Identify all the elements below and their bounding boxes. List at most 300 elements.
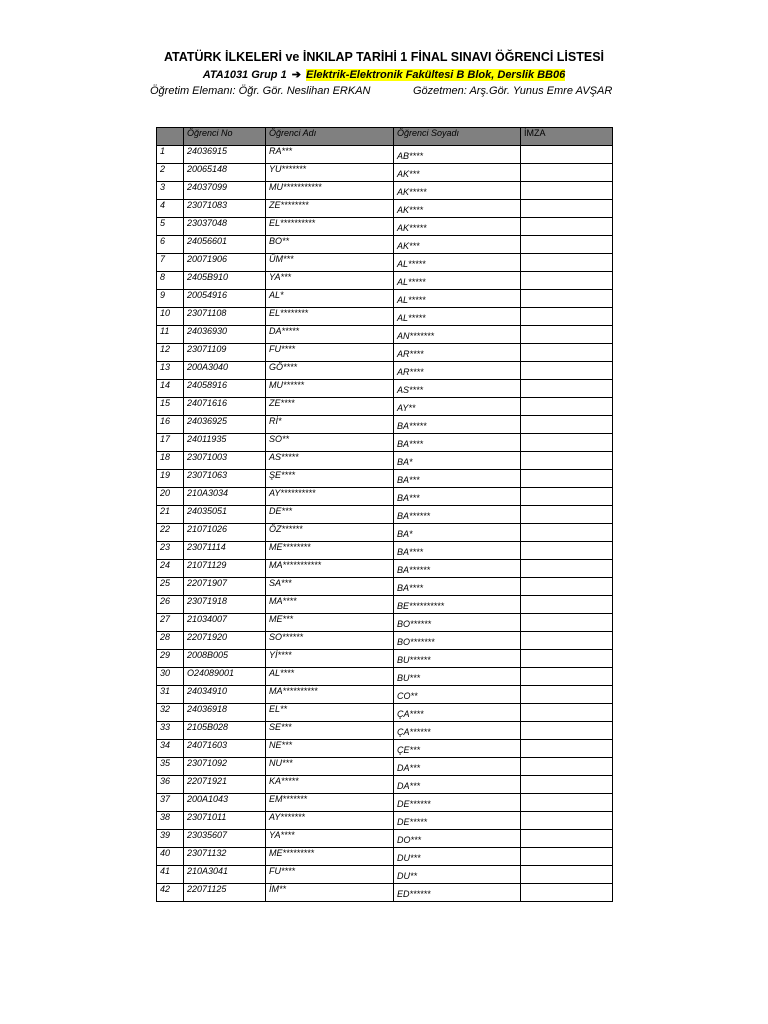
row-index-cell: 39 <box>157 830 184 848</box>
table-row <box>157 182 613 200</box>
student-surname-cell <box>394 578 521 596</box>
exam-location: Elektrik-Elektronik Fakültesi B Blok, Derslik BB06 <box>306 69 566 81</box>
signature-cell <box>521 542 613 560</box>
surname-text: ED****** <box>397 889 431 899</box>
surname-text: DE***** <box>397 817 428 827</box>
student-surname-cell <box>394 146 521 164</box>
student-name-cell: MU*********** <box>266 182 394 200</box>
signature-cell <box>521 722 613 740</box>
surname-text: BE********** <box>397 601 445 611</box>
student-name-cell: YU******* <box>266 164 394 182</box>
student-surname-cell <box>394 542 521 560</box>
student-surname-cell <box>394 650 521 668</box>
student-surname-cell <box>394 470 521 488</box>
row-index-cell: 22 <box>157 524 184 542</box>
student-name-cell: MU****** <box>266 380 394 398</box>
student-name-cell: DE*** <box>266 506 394 524</box>
table-row <box>157 812 613 830</box>
row-index-cell: 37 <box>157 794 184 812</box>
signature-cell <box>521 434 613 452</box>
table-row <box>157 380 613 398</box>
student-name-cell: AY********** <box>266 488 394 506</box>
surname-text: AR**** <box>397 349 424 359</box>
student-name-cell: ŞE**** <box>266 470 394 488</box>
signature-cell <box>521 362 613 380</box>
table-row <box>157 236 613 254</box>
row-index-cell: 41 <box>157 866 184 884</box>
student-no-cell: 23071132 <box>184 848 266 866</box>
signature-cell <box>521 884 613 902</box>
student-name-cell: ÜM*** <box>266 254 394 272</box>
table-row <box>157 146 613 164</box>
table-row <box>157 290 613 308</box>
row-index-cell: 13 <box>157 362 184 380</box>
table-row <box>157 398 613 416</box>
student-name-cell: FU**** <box>266 866 394 884</box>
surname-text: AL***** <box>397 313 426 323</box>
signature-cell <box>521 218 613 236</box>
surname-text: BO******* <box>397 637 435 647</box>
student-no-cell: 21071129 <box>184 560 266 578</box>
signature-cell <box>521 596 613 614</box>
student-no-cell: 20054916 <box>184 290 266 308</box>
student-surname-cell <box>394 164 521 182</box>
row-index-cell: 28 <box>157 632 184 650</box>
student-surname-cell <box>394 830 521 848</box>
signature-cell <box>521 308 613 326</box>
student-name-cell: İM** <box>266 884 394 902</box>
table-row <box>157 272 613 290</box>
row-index-cell: 10 <box>157 308 184 326</box>
row-index-cell: 6 <box>157 236 184 254</box>
row-index-cell: 15 <box>157 398 184 416</box>
row-index-cell: 32 <box>157 704 184 722</box>
surname-text: AK*** <box>397 241 420 251</box>
surname-text: AK**** <box>397 205 424 215</box>
student-name-cell: ME********* <box>266 848 394 866</box>
student-name-cell: SA*** <box>266 578 394 596</box>
surname-text: DU** <box>397 871 418 881</box>
student-no-cell: 20071906 <box>184 254 266 272</box>
surname-text: BO****** <box>397 619 432 629</box>
table-row <box>157 542 613 560</box>
student-surname-cell <box>394 794 521 812</box>
surname-text: BA****** <box>397 511 431 521</box>
surname-text: DU*** <box>397 853 421 863</box>
table-row <box>157 776 613 794</box>
signature-cell <box>521 614 613 632</box>
row-index-cell: 12 <box>157 344 184 362</box>
student-surname-cell <box>394 704 521 722</box>
table-row <box>157 308 613 326</box>
student-no-cell: 24036930 <box>184 326 266 344</box>
signature-cell <box>521 650 613 668</box>
surname-text: BU****** <box>397 655 431 665</box>
course-code: ATA1031 Grup 1 <box>202 69 287 81</box>
student-name-cell: EM******* <box>266 794 394 812</box>
student-name-cell: ME*** <box>266 614 394 632</box>
row-index-cell: 40 <box>157 848 184 866</box>
signature-cell <box>521 488 613 506</box>
signature-cell <box>521 272 613 290</box>
table-row <box>157 506 613 524</box>
signature-cell <box>521 740 613 758</box>
row-index-cell: 20 <box>157 488 184 506</box>
student-no-cell: 23035607 <box>184 830 266 848</box>
student-surname-cell <box>394 506 521 524</box>
student-no-cell: 21071026 <box>184 524 266 542</box>
table-row <box>157 200 613 218</box>
surname-text: AR**** <box>397 367 424 377</box>
row-index-cell: 8 <box>157 272 184 290</box>
surname-text: BU*** <box>397 673 421 683</box>
column-header-name: Öğrenci Adı <box>266 128 394 146</box>
row-index-cell: 2 <box>157 164 184 182</box>
table-row <box>157 614 613 632</box>
student-no-cell: 2008B005 <box>184 650 266 668</box>
row-index-cell: 9 <box>157 290 184 308</box>
student-surname-cell <box>394 380 521 398</box>
student-no-cell: 210A3041 <box>184 866 266 884</box>
student-surname-cell <box>394 182 521 200</box>
proctor-name: Gözetmen: Arş.Gör. Yunus Emre AVŞAR <box>413 85 613 97</box>
student-no-cell: 24071616 <box>184 398 266 416</box>
student-no-cell: 22071920 <box>184 632 266 650</box>
student-surname-cell <box>394 812 521 830</box>
table-header-row <box>157 128 613 146</box>
surname-text: BA*** <box>397 475 420 485</box>
signature-cell <box>521 326 613 344</box>
row-index-cell: 36 <box>157 776 184 794</box>
student-no-cell: 21034007 <box>184 614 266 632</box>
signature-cell <box>521 524 613 542</box>
table-row <box>157 254 613 272</box>
surname-text: BA*** <box>397 493 420 503</box>
column-header-index <box>157 128 184 146</box>
row-index-cell: 27 <box>157 614 184 632</box>
table-row <box>157 740 613 758</box>
signature-cell <box>521 200 613 218</box>
student-no-cell: 22071907 <box>184 578 266 596</box>
student-no-cell: 23071109 <box>184 344 266 362</box>
student-no-cell: 24058916 <box>184 380 266 398</box>
table-row <box>157 596 613 614</box>
signature-cell <box>521 776 613 794</box>
surname-text: AB**** <box>397 151 424 161</box>
student-no-cell: 24034910 <box>184 686 266 704</box>
surname-text: DO*** <box>397 835 422 845</box>
student-name-cell: SO****** <box>266 632 394 650</box>
surname-text: AS**** <box>397 385 424 395</box>
instructor-name: Öğretim Elemanı: Öğr. Gör. Neslihan ERKAN <box>150 85 371 97</box>
student-name-cell: NU*** <box>266 758 394 776</box>
row-index-cell: 42 <box>157 884 184 902</box>
student-no-cell: O24089001 <box>184 668 266 686</box>
student-no-cell: 23071003 <box>184 452 266 470</box>
student-name-cell: FU**** <box>266 344 394 362</box>
table-row <box>157 470 613 488</box>
signature-cell <box>521 380 613 398</box>
student-no-cell: 23071011 <box>184 812 266 830</box>
student-surname-cell <box>394 236 521 254</box>
row-index-cell: 11 <box>157 326 184 344</box>
student-no-cell: 23071918 <box>184 596 266 614</box>
surname-text: ÇA**** <box>397 709 424 719</box>
signature-cell <box>521 344 613 362</box>
table-row <box>157 866 613 884</box>
signature-cell <box>521 758 613 776</box>
table-row <box>157 218 613 236</box>
student-name-cell: BO** <box>266 236 394 254</box>
surname-text: BA* <box>397 529 413 539</box>
signature-cell <box>521 164 613 182</box>
student-surname-cell <box>394 434 521 452</box>
student-name-cell: ÖZ****** <box>266 524 394 542</box>
surname-text: BA* <box>397 457 413 467</box>
student-no-cell: 22071921 <box>184 776 266 794</box>
student-no-cell: 24037099 <box>184 182 266 200</box>
row-index-cell: 4 <box>157 200 184 218</box>
student-no-cell: 23071063 <box>184 470 266 488</box>
surname-text: AK*** <box>397 169 420 179</box>
signature-cell <box>521 290 613 308</box>
table-row <box>157 578 613 596</box>
row-index-cell: 14 <box>157 380 184 398</box>
row-index-cell: 29 <box>157 650 184 668</box>
surname-text: AK***** <box>397 223 427 233</box>
row-index-cell: 34 <box>157 740 184 758</box>
row-index-cell: 25 <box>157 578 184 596</box>
surname-text: BA****** <box>397 565 431 575</box>
student-surname-cell <box>394 200 521 218</box>
student-surname-cell <box>394 398 521 416</box>
table-row <box>157 344 613 362</box>
row-index-cell: 16 <box>157 416 184 434</box>
student-no-cell: 23071092 <box>184 758 266 776</box>
student-name-cell: YA**** <box>266 830 394 848</box>
signature-cell <box>521 686 613 704</box>
student-surname-cell <box>394 632 521 650</box>
student-name-cell: AY******* <box>266 812 394 830</box>
course-line <box>0 68 768 81</box>
row-index-cell: 23 <box>157 542 184 560</box>
student-name-cell: Rİ* <box>266 416 394 434</box>
student-surname-cell <box>394 308 521 326</box>
surname-text: BA**** <box>397 583 424 593</box>
signature-cell <box>521 146 613 164</box>
signature-cell <box>521 236 613 254</box>
student-no-cell: 24071603 <box>184 740 266 758</box>
student-no-cell: 23071083 <box>184 200 266 218</box>
student-name-cell: DA***** <box>266 326 394 344</box>
table-row <box>157 794 613 812</box>
surname-text: AL***** <box>397 277 426 287</box>
table-row <box>157 758 613 776</box>
row-index-cell: 38 <box>157 812 184 830</box>
table-row <box>157 416 613 434</box>
column-header-surname: Öğrenci Soyadı <box>394 128 521 146</box>
signature-cell <box>521 632 613 650</box>
student-no-cell: 24035051 <box>184 506 266 524</box>
table-row <box>157 452 613 470</box>
signature-cell <box>521 704 613 722</box>
student-no-cell: 2405B910 <box>184 272 266 290</box>
student-name-cell: EL** <box>266 704 394 722</box>
student-surname-cell <box>394 254 521 272</box>
student-no-cell: 210A3034 <box>184 488 266 506</box>
student-no-cell: 23071114 <box>184 542 266 560</box>
signature-cell <box>521 830 613 848</box>
row-index-cell: 30 <box>157 668 184 686</box>
student-name-cell: MA********** <box>266 686 394 704</box>
surname-text: AK***** <box>397 187 427 197</box>
student-surname-cell <box>394 758 521 776</box>
row-index-cell: 31 <box>157 686 184 704</box>
student-surname-cell <box>394 614 521 632</box>
student-surname-cell <box>394 344 521 362</box>
student-surname-cell <box>394 416 521 434</box>
student-surname-cell <box>394 326 521 344</box>
surname-text: ÇA****** <box>397 727 431 737</box>
signature-cell <box>521 416 613 434</box>
student-surname-cell <box>394 668 521 686</box>
signature-cell <box>521 452 613 470</box>
row-index-cell: 5 <box>157 218 184 236</box>
signature-cell <box>521 578 613 596</box>
surname-text: BA***** <box>397 421 427 431</box>
student-name-cell: SE*** <box>266 722 394 740</box>
student-name-cell: Yİ**** <box>266 650 394 668</box>
surname-text: AY** <box>397 403 416 413</box>
student-no-cell: 200A1043 <box>184 794 266 812</box>
student-name-cell: GÖ**** <box>266 362 394 380</box>
surname-text: AL***** <box>397 259 426 269</box>
student-no-cell: 23071108 <box>184 308 266 326</box>
signature-cell <box>521 848 613 866</box>
row-index-cell: 26 <box>157 596 184 614</box>
student-name-cell: ZE******** <box>266 200 394 218</box>
arrow-right-icon: ➔ <box>291 69 301 81</box>
student-surname-cell <box>394 884 521 902</box>
student-surname-cell <box>394 488 521 506</box>
table-row <box>157 326 613 344</box>
student-surname-cell <box>394 596 521 614</box>
student-surname-cell <box>394 686 521 704</box>
student-name-cell: MA**** <box>266 596 394 614</box>
student-no-cell: 20065148 <box>184 164 266 182</box>
row-index-cell: 19 <box>157 470 184 488</box>
student-no-cell: 2105B028 <box>184 722 266 740</box>
signature-cell <box>521 668 613 686</box>
student-surname-cell <box>394 452 521 470</box>
student-no-cell: 24011935 <box>184 434 266 452</box>
table-row <box>157 434 613 452</box>
student-surname-cell <box>394 524 521 542</box>
table-row <box>157 848 613 866</box>
row-index-cell: 35 <box>157 758 184 776</box>
student-no-cell: 24036925 <box>184 416 266 434</box>
student-surname-cell <box>394 272 521 290</box>
student-name-cell: RA*** <box>266 146 394 164</box>
surname-text: AN******* <box>397 331 435 341</box>
signature-cell <box>521 794 613 812</box>
signature-cell <box>521 398 613 416</box>
signature-cell <box>521 254 613 272</box>
signature-cell <box>521 866 613 884</box>
student-surname-cell <box>394 848 521 866</box>
surname-text: DA*** <box>397 763 421 773</box>
table-row <box>157 686 613 704</box>
signature-cell <box>521 812 613 830</box>
signature-cell <box>521 560 613 578</box>
student-surname-cell <box>394 218 521 236</box>
student-name-cell: SO** <box>266 434 394 452</box>
staff-line <box>150 85 630 97</box>
surname-text: DE****** <box>397 799 431 809</box>
student-no-cell: 22071125 <box>184 884 266 902</box>
row-index-cell: 7 <box>157 254 184 272</box>
column-header-signature: İMZA <box>521 128 613 146</box>
table-body <box>157 146 613 902</box>
table-row <box>157 722 613 740</box>
page-title: ATATÜRK İLKELERİ ve İNKILAP TARİHİ 1 FİNAL SINAVI ÖĞRENCİ LİSTESİ <box>163 50 605 64</box>
student-surname-cell <box>394 776 521 794</box>
student-name-cell: YA*** <box>266 272 394 290</box>
student-surname-cell <box>394 740 521 758</box>
row-index-cell: 33 <box>157 722 184 740</box>
row-index-cell: 3 <box>157 182 184 200</box>
row-index-cell: 24 <box>157 560 184 578</box>
row-index-cell: 17 <box>157 434 184 452</box>
row-index-cell: 21 <box>157 506 184 524</box>
signature-cell <box>521 470 613 488</box>
table-row <box>157 488 613 506</box>
signature-cell <box>521 182 613 200</box>
row-index-cell: 1 <box>157 146 184 164</box>
student-table <box>156 127 613 902</box>
student-name-cell: ME******** <box>266 542 394 560</box>
student-name-cell: NE*** <box>266 740 394 758</box>
row-index-cell: 18 <box>157 452 184 470</box>
student-surname-cell <box>394 866 521 884</box>
table-row <box>157 884 613 902</box>
signature-cell <box>521 506 613 524</box>
student-name-cell: AL* <box>266 290 394 308</box>
student-name-cell: AS***** <box>266 452 394 470</box>
table-row <box>157 164 613 182</box>
student-name-cell: EL********** <box>266 218 394 236</box>
student-no-cell: 24036918 <box>184 704 266 722</box>
surname-text: BA**** <box>397 547 424 557</box>
surname-text: BA**** <box>397 439 424 449</box>
table-row <box>157 362 613 380</box>
student-no-cell: 23037048 <box>184 218 266 236</box>
student-name-cell: MA*********** <box>266 560 394 578</box>
student-name-cell: EL******** <box>266 308 394 326</box>
student-no-cell: 24036915 <box>184 146 266 164</box>
column-header-student-no: Öğrenci No <box>184 128 266 146</box>
student-no-cell: 24056601 <box>184 236 266 254</box>
student-surname-cell <box>394 290 521 308</box>
surname-text: AL***** <box>397 295 426 305</box>
surname-text: CO** <box>397 691 418 701</box>
student-surname-cell <box>394 560 521 578</box>
student-name-cell: ZE**** <box>266 398 394 416</box>
student-surname-cell <box>394 722 521 740</box>
student-name-cell: AL**** <box>266 668 394 686</box>
table-row <box>157 830 613 848</box>
table-row <box>157 704 613 722</box>
